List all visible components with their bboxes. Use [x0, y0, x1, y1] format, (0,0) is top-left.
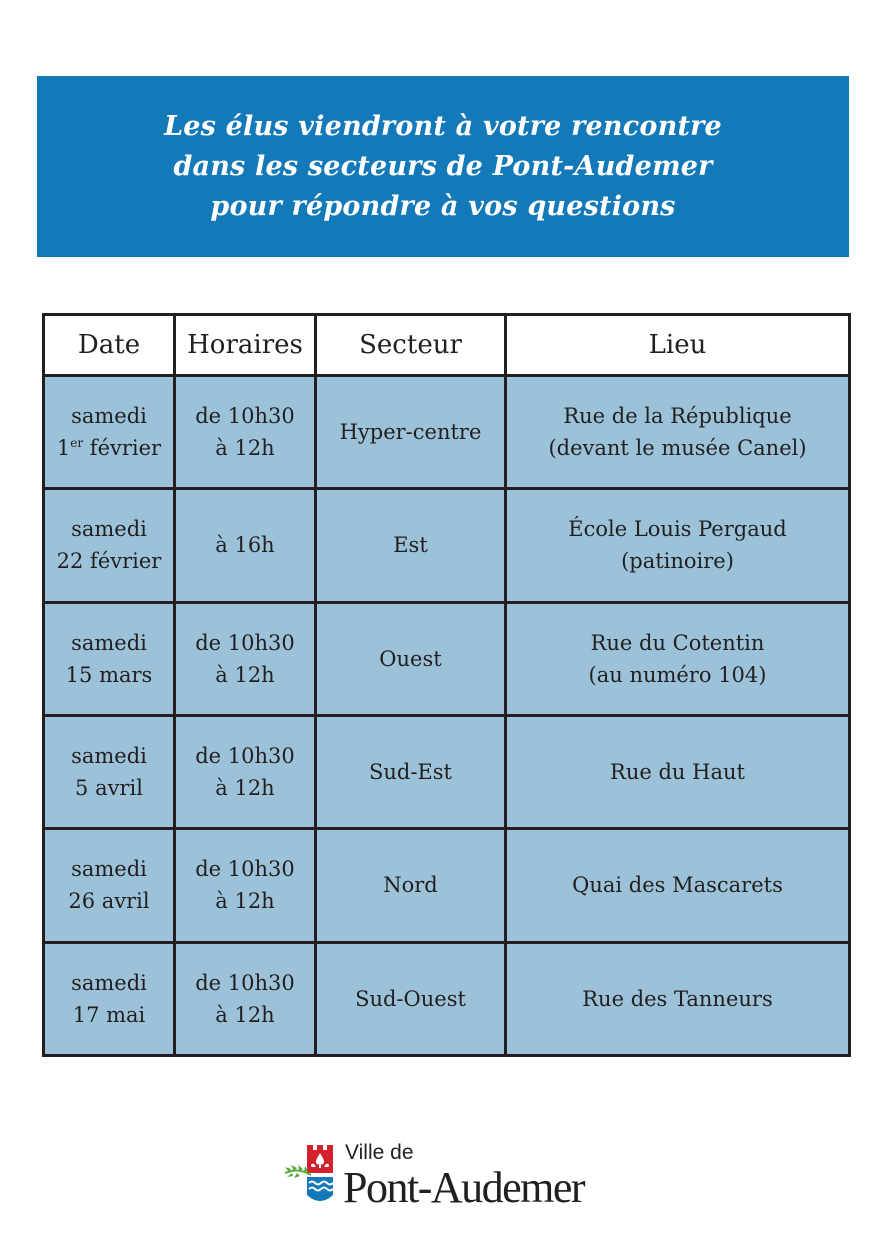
date-day: samedi	[71, 970, 147, 995]
date-day: samedi	[71, 744, 147, 769]
hours-start: de 10h30	[195, 744, 295, 769]
date-day: samedi	[71, 857, 147, 882]
sector-cell: Nord	[316, 829, 506, 942]
header-line-1: Les élus viendront à votre rencontre	[164, 110, 722, 142]
hours-end: à 12h	[215, 662, 275, 687]
logo-pont-audemer: Pont-Audemer	[343, 1163, 585, 1212]
place-cell	[506, 942, 850, 1055]
hours-cell	[175, 715, 316, 828]
date-cell	[44, 602, 175, 715]
sector-cell: Hyper-centre	[316, 376, 506, 489]
column-header-date: Date	[44, 315, 175, 376]
place-detail: (au numéro 104)	[588, 662, 767, 687]
hours-cell	[175, 602, 316, 715]
column-header-horaires: Horaires	[175, 315, 316, 376]
date-value: 17 mai	[72, 1002, 146, 1027]
table-row	[44, 602, 850, 715]
hours-cell	[175, 376, 316, 489]
place-cell	[506, 602, 850, 715]
date-day: samedi	[71, 630, 147, 655]
date-value: 26 avril	[68, 889, 150, 914]
table-row	[44, 489, 850, 602]
date-day: samedi	[71, 517, 147, 542]
sector-cell: Ouest	[316, 602, 506, 715]
city-crest-icon	[283, 1143, 343, 1201]
hours-start: de 10h30	[195, 970, 295, 995]
header-line-3: pour répondre à vos questions	[210, 190, 676, 222]
date-cell	[44, 715, 175, 828]
date-cell	[44, 489, 175, 602]
place-name: Rue du Cotentin	[590, 630, 765, 655]
city-logo	[283, 1140, 613, 1210]
column-header-secteur: Secteur	[316, 315, 506, 376]
date-day: samedi	[71, 404, 147, 429]
table-row	[44, 376, 850, 489]
header-line-2: dans les secteurs de Pont-Audemer	[173, 150, 713, 182]
place-cell	[506, 829, 850, 942]
place-name: Rue du Haut	[610, 760, 745, 785]
sector-cell: Sud-Est	[316, 715, 506, 828]
date-value: 5 avril	[75, 776, 143, 801]
date-number: 1	[56, 436, 71, 461]
date-cell	[44, 829, 175, 942]
table-row	[44, 942, 850, 1055]
place-name: Rue de la République	[563, 404, 792, 429]
place-cell	[506, 376, 850, 489]
date-value: 22 février	[56, 549, 162, 574]
hours-end: à 12h	[215, 436, 275, 461]
hours-time: à 16h	[215, 533, 275, 558]
hours-start: de 10h30	[195, 404, 295, 429]
hours-cell	[175, 942, 316, 1055]
place-name: École Louis Pergaud	[568, 517, 787, 542]
table-row	[44, 715, 850, 828]
hours-cell	[175, 829, 316, 942]
place-detail: (patinoire)	[621, 549, 734, 574]
logo-ville-de: Ville de	[345, 1141, 414, 1164]
hours-end: à 12h	[215, 1002, 275, 1027]
place-name: Quai des Mascarets	[572, 873, 783, 898]
place-name: Rue des Tanneurs	[582, 986, 773, 1011]
table-header-row	[44, 315, 850, 376]
column-header-lieu: Lieu	[506, 315, 850, 376]
place-detail: (devant le musée Canel)	[548, 436, 807, 461]
hours-start: de 10h30	[195, 857, 295, 882]
table-row	[44, 829, 850, 942]
hours-start: de 10h30	[195, 630, 295, 655]
date-value: 15 mars	[65, 662, 153, 687]
ordinal-suffix: er	[70, 436, 84, 451]
hours-end: à 12h	[215, 889, 275, 914]
sector-cell: Est	[316, 489, 506, 602]
place-cell	[506, 489, 850, 602]
hours-end: à 12h	[215, 776, 275, 801]
date-month: février	[83, 436, 162, 461]
date-cell	[44, 376, 175, 489]
schedule-table	[42, 313, 851, 1057]
sector-cell: Sud-Ouest	[316, 942, 506, 1055]
date-cell	[44, 942, 175, 1055]
hours-cell	[175, 489, 316, 602]
header-banner	[37, 76, 849, 257]
place-cell	[506, 715, 850, 828]
date-value	[45, 432, 173, 464]
